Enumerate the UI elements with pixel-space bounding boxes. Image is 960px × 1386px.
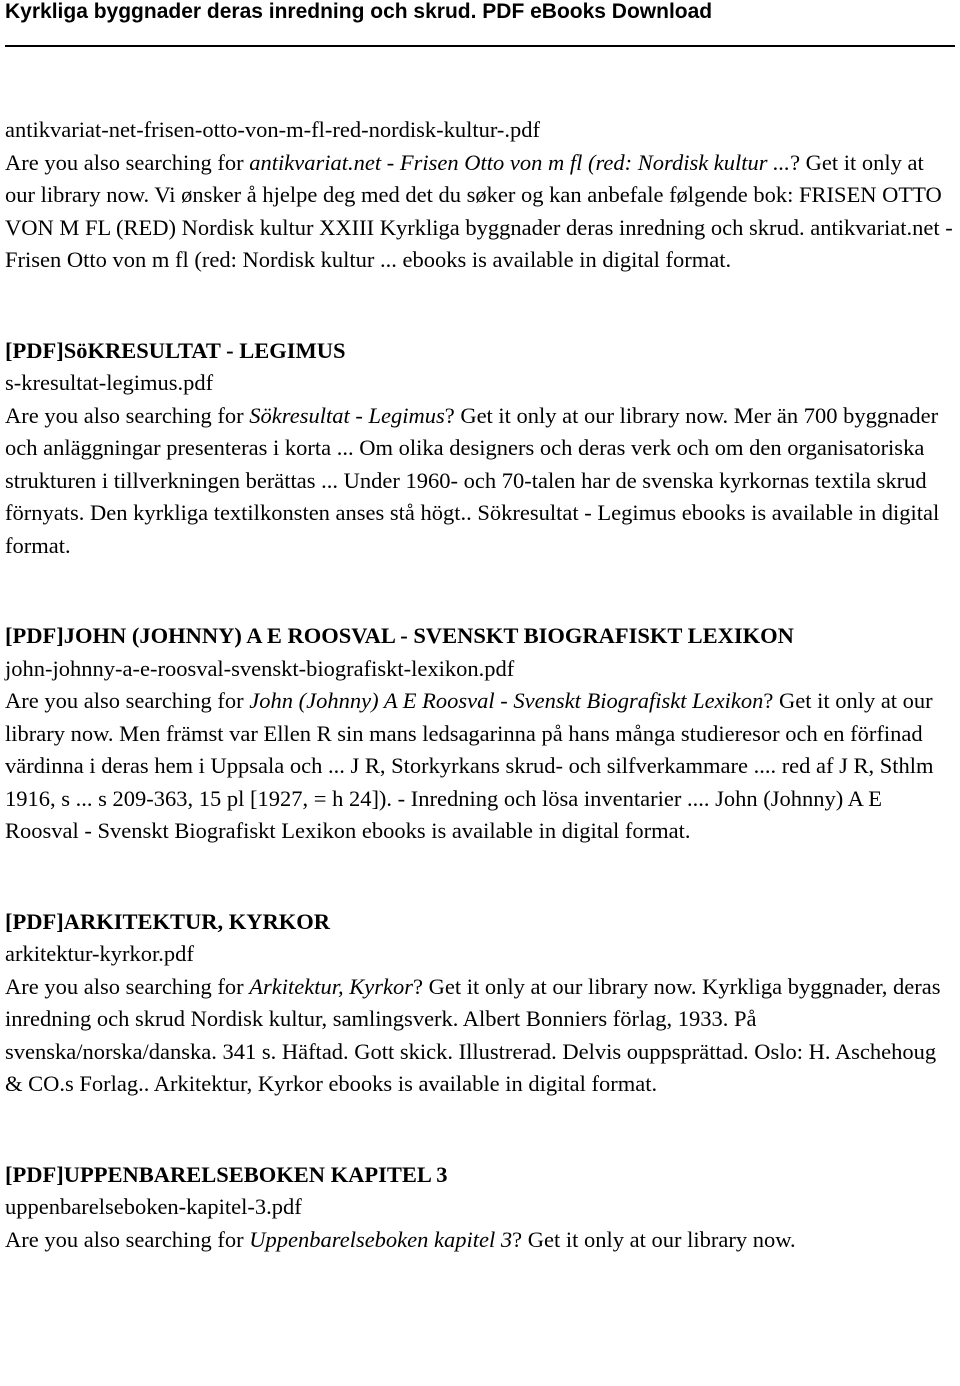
result-entry	[5, 114, 953, 277]
result-filename[interactable]: antikvariat-net-frisen-otto-von-m-fl-red-nordisk-kultur-.pdf	[5, 117, 540, 142]
result-description	[5, 685, 953, 848]
search-query: Arkitektur, Kyrkor	[249, 973, 414, 999]
description-text: ? Get it only at our library now. Kyrkliga byggnader, deras inredning och skrud Nordisk kultur, samlingsverk. Albert Bonniers förlag, 1933. På svenska/norska/danska. 341 s. Häftad. Gott skick. Illustrerad. Delvis ouppsprättad. Oslo: H. Aschehoug & CO.s Forlag.. Arkitektur, Kyrkor ebooks is available in digital format.	[5, 973, 941, 1096]
result-filename[interactable]: uppenbarelseboken-kapitel-3.pdf	[5, 1194, 302, 1219]
header-divider	[5, 45, 955, 47]
result-description	[5, 400, 953, 563]
result-title[interactable]: [PDF]ARKITEKTUR, KYRKOR	[5, 908, 330, 934]
result-filename[interactable]: s-kresultat-legimus.pdf	[5, 370, 214, 395]
description-text: ? Get it only at our library now.	[512, 1226, 796, 1252]
result-description	[5, 147, 953, 277]
search-query: Sökresultat - Legimus	[249, 402, 445, 428]
result-entry	[5, 335, 953, 563]
result-title[interactable]: [PDF]JOHN (JOHNNY) A E ROOSVAL - SVENSKT BIOGRAFISKT LEXIKON	[5, 623, 794, 648]
description-text: ? Get it only at our library now. Mer än 700 byggnader och anläggningar presenteras i korta ... Om olika designers och deras verk och om den organisatoriska strukturen i tillverkningen berättas ... Under 1960- och 70-talen har de svenska kyrkornas textila skrud förnyats. Den kyrkliga textilkonsten anses stå högt.. Sökresultat - Legimus ebooks is available in digital format.	[5, 402, 940, 558]
page-header-title: Kyrkliga byggnader deras inredning och skrud. PDF eBooks Download	[5, 0, 713, 23]
result-entry	[5, 906, 953, 1101]
result-entry	[5, 620, 953, 848]
search-prefix: Are you also searching for	[5, 973, 250, 999]
search-query: Uppenbarelseboken kapitel 3	[249, 1226, 513, 1252]
result-filename[interactable]: arkitektur-kyrkor.pdf	[5, 941, 194, 966]
result-title[interactable]: [PDF]UPPENBARELSEBOKEN KAPITEL 3	[5, 1161, 448, 1187]
description-text: ? Get it only at our library now. Men främst var Ellen R sin mans ledsagarinna på hans många studieresor och en förfinad värdinna i deras hem i Uppsala och ... J R, Storkyrkans skrud- och silfverkammare .... red af J R, Sthlm 1916, s ... s 209-363, 15 pl [1927, = h 24]). - Inredning och lösa inventarier .... John (Johnny) A E Roosval - Svenskt Biografiskt Lexikon ebooks is available in digital format.	[5, 688, 934, 843]
results-list	[5, 114, 953, 1314]
search-prefix: Are you also searching for	[5, 402, 250, 428]
search-prefix: Are you also searching for	[5, 1226, 250, 1252]
search-query: John (Johnny) A E Roosval - Svenskt Biografiskt Lexikon	[249, 688, 764, 713]
search-prefix: Are you also searching for	[5, 149, 250, 175]
search-prefix: Are you also searching for	[5, 688, 250, 713]
result-description	[5, 971, 953, 1101]
result-filename[interactable]: john-johnny-a-e-roosval-svenskt-biografiskt-lexikon.pdf	[5, 655, 515, 681]
result-entry	[5, 1159, 953, 1257]
description-text: ? Get it only at our library now. Vi ønsker å hjelpe deg med det du søker og kan anbefale følgende bok: FRISEN OTTO VON M FL (RED) Nordisk kultur XXIII Kyrkliga byggnader deras inredning och skrud. antikvariat.net - Frisen Otto von m fl (red: Nordisk kultur ... ebooks is available in digital format.	[5, 149, 953, 272]
result-description	[5, 1224, 953, 1257]
result-title[interactable]: [PDF]SöKRESULTAT - LEGIMUS	[5, 337, 346, 363]
search-query: antikvariat.net - Frisen Otto von m fl (red: Nordisk kultur ...	[249, 149, 791, 175]
